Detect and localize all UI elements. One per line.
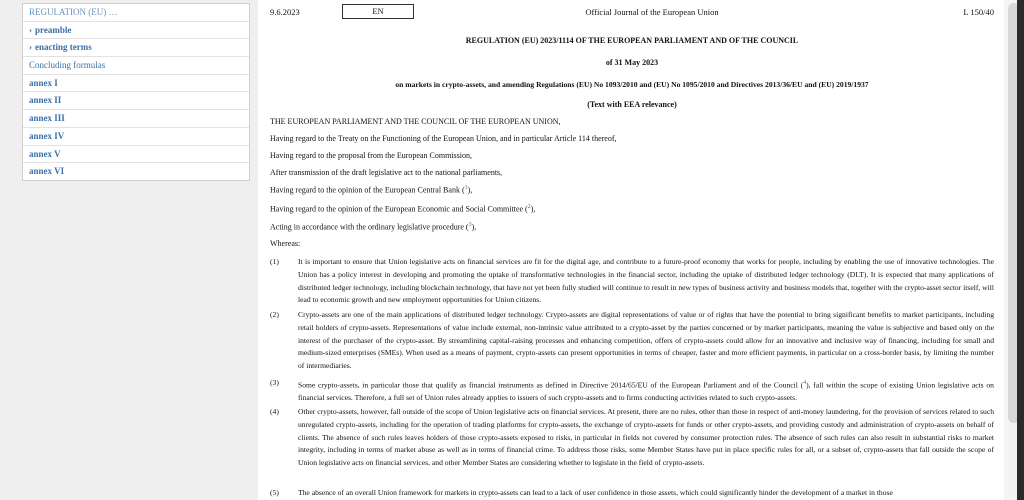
toc-item-label: annex III [29, 113, 65, 124]
toc-item-label: annex IV [29, 130, 65, 141]
regulation-date: of 31 May 2023 [605, 58, 659, 67]
recital-text: Some crypto-assets, in particular those that qualify as financial instruments as defined in Directive 2014/65/EU of the European Parliament and of the Council ($^4$), fall within the scope of existing Union legislative acts on financial services. Therefore, a full set of Union rules already applies to issuers of such crypto-assets and to firms conducting activities related to such crypto-assets. [298, 380, 994, 403]
footnote-link[interactable]: 3 [468, 222, 472, 228]
regulation-subject: on markets in crypto-assets, and amending Regulations (EU) No 1093/2010 and (EU) No 1095/2010 and Directives 2013/36/EU and (EU) 2019/1937 [395, 80, 869, 89]
toc-item-label: annex I [29, 77, 58, 88]
recital-text: It is important to ensure that Union legislative acts on financial services are fit for the digital age, and contribute to a future-proof economy that works for people, including by enabling the use of innovative technologies. The Union has a policy interest in developing and promoting the uptake of transformative technologies in the financial sector, including the uptake of distributed ledger technology (DLT). It is expected that many applications of distributed ledger technology, including blockchain technology, that have not yet been fully studied will continue to result in new types of business activity and business models that, together with the crypto-asset sector itself, will lead to economic growth and new employment opportunities for Union citizens. [298, 257, 994, 305]
table-of-contents [22, 3, 250, 181]
toc-item-concluding-formulas[interactable] [23, 57, 249, 75]
toc-item-label: annex VI [29, 166, 65, 177]
recital-text-part: Some crypto-assets, in particular those that qualify as financial instruments as defined in Directive 2014/65/EU of the European Parliament and of the Council [298, 380, 798, 390]
footnote-link[interactable]: 1 [464, 185, 468, 191]
recital-number: (2) [270, 310, 279, 319]
page-reference: L 150/40 [963, 7, 994, 17]
recital-number: (5) [270, 488, 279, 497]
toc-item-label: Concluding formulas [29, 60, 106, 71]
chevron-right-icon: › [29, 24, 32, 35]
publication-date: 9.6.2023 [270, 7, 300, 17]
preamble-transmission: After transmission of the draft legislative act to the national parliaments, [270, 168, 503, 177]
window-edge [1017, 0, 1024, 500]
toc-item-label: annex II [29, 95, 62, 106]
toc-item-preamble[interactable] [23, 22, 249, 40]
footnote-link[interactable]: 4 [803, 380, 807, 386]
toc-item-annex-6[interactable] [23, 163, 249, 180]
document-header [270, 4, 994, 20]
toc-item-label: enacting terms [35, 42, 92, 53]
toc-item-annex-4[interactable] [23, 128, 249, 146]
recital-number: (4) [270, 407, 279, 416]
toc-item-annex-1[interactable] [23, 75, 249, 93]
toc-item-annex-2[interactable] [23, 92, 249, 110]
journal-name: Official Journal of the European Union [585, 7, 719, 17]
preamble-procedure-text: Acting in accordance with the ordinary legislative procedure [270, 222, 464, 232]
toc-item-label: annex V [29, 148, 61, 159]
footnote-link[interactable]: 2 [527, 204, 531, 210]
toc-item-enacting-terms[interactable] [23, 39, 249, 57]
regulation-title: REGULATION (EU) 2023/1114 OF THE EUROPEAN PARLIAMENT AND OF THE COUNCIL [465, 36, 799, 45]
recital-text: Other crypto-assets, however, fall outside of the scope of Union legislative acts on financial services. At present, there are no rules, other than those in respect of anti-money laundering, for the provision of services related to such unregulated crypto-assets, including for the operation of trading platforms for crypto-assets, the exchange of crypto-assets for funds or other crypto-assets, and providing custody and administration of crypto-assets on behalf of clients. The absence of such rules leaves holders of those crypto-assets exposed to risks, in particular in fields not covered by consumer protection rules. The absence of such rules can also result in substantial risks to market integrity, including in terms of market abuse as well as in terms of financial crime. To address those risks, some Member States have put in place specific rules for all, or a subset of, crypto-assets that fall outside the scope of Union legislative acts on financial services, and other Member States are considering whether to legislate in the field of crypto-assets. [298, 407, 994, 468]
preamble-whereas: Whereas: [270, 239, 301, 248]
preamble-proposal: Having regard to the proposal from the European Commission, [270, 151, 472, 160]
recital-text: Crypto-assets are one of the main applications of distributed ledger technology. Crypto-assets are digital representations of value or of rights that have the potential to bring significant benefits to market participants, including retail holders of crypto-assets. Representations of value include external, non-intrinsic value attributed to a crypto-asset by the parties concerned or by market participants, meaning the value is subjective and based only on the interest of the purchaser of the crypto-asset. By streamlining capital-raising processes and enhancing competition, offers of crypto-assets could allow for an innovative and inclusive way of financing, including for small and medium-sized enterprises (SMEs). When used as a means of payment, crypto-assets can present opportunities in terms of cheaper, faster and more efficient payments, in particular on a cross-border basis, by limiting the number of intermediaries. [298, 310, 994, 371]
toc-item-label: REGULATION (EU) … [29, 7, 118, 17]
preamble-authors: THE EUROPEAN PARLIAMENT AND THE COUNCIL OF THE EUROPEAN UNION, [270, 117, 561, 126]
recital-text: The absence of an overall Union framework for markets in crypto-assets can lead to a lack of user confidence in those assets, which could significantly hinder the development of a market in those [298, 488, 893, 497]
preamble-ecb: Having regard to the opinion of the European Central Bank ($^1$), [270, 185, 473, 195]
preamble-procedure: Acting in accordance with the ordinary legislative procedure ($^3$), [270, 222, 477, 232]
toc-item-label: preamble [35, 24, 72, 35]
recital-number: (3) [270, 378, 279, 387]
preamble-ecb-text: Having regard to the opinion of the European Central Bank [270, 185, 460, 195]
recital-number: (1) [270, 257, 279, 266]
preamble-treaty: Having regard to the Treaty on the Functioning of the European Union, and in particular Article 114 thereof, [270, 134, 617, 143]
preamble-eesc: Having regard to the opinion of the European Economic and Social Committee ($^2$), [270, 204, 536, 214]
toc-item-regulation[interactable] [23, 4, 249, 22]
toc-item-annex-5[interactable] [23, 146, 249, 164]
toc-item-annex-3[interactable] [23, 110, 249, 128]
recital-text-part: , fall within the scope of existing Union legislative acts on financial services. Therefore, a full set of Union rules already applies to issuers of such crypto-assets and to firms conducting activities related to such crypto-assets. [298, 380, 994, 403]
chevron-right-icon: › [29, 42, 32, 53]
preamble-eesc-text: Having regard to the opinion of the European Economic and Social Committee [270, 204, 524, 214]
language-badge[interactable]: EN [342, 4, 414, 19]
eea-relevance: (Text with EEA relevance) [587, 100, 677, 109]
